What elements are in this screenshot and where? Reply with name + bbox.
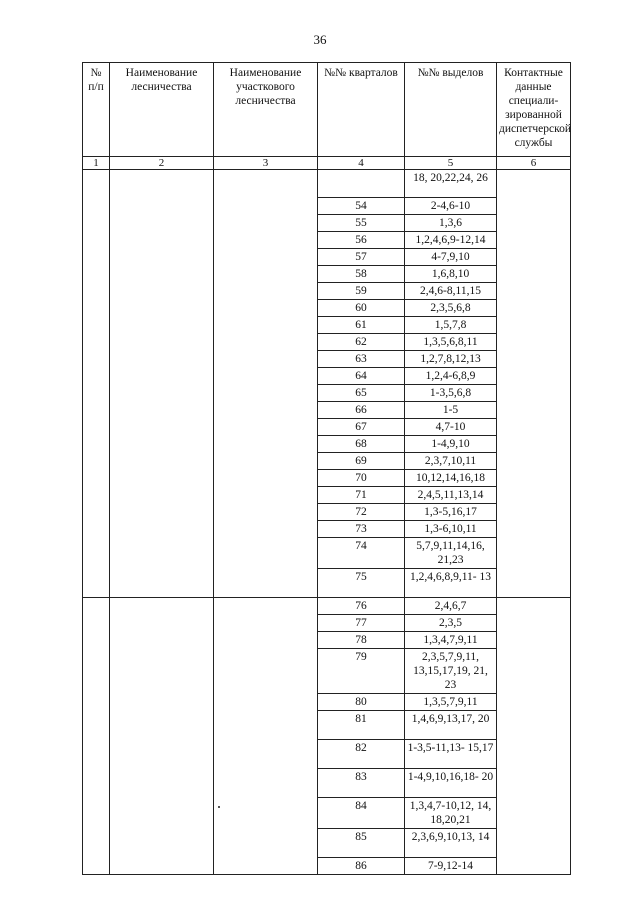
allotments-cell: 1,3,6 <box>405 215 497 232</box>
quarter-number-cell <box>318 170 405 198</box>
allotments-cell: 1-3,5,6,8 <box>405 385 497 402</box>
quarter-number-cell: 60 <box>318 300 405 317</box>
column-number: 5 <box>405 157 497 170</box>
allotments-cell: 1,3,5,7,9,11 <box>405 694 497 711</box>
blank-forestry-cell <box>110 598 214 875</box>
allotments-cell: 2,3,7,10,11 <box>405 453 497 470</box>
quarter-number-cell: 85 <box>318 829 405 858</box>
quarter-number-cell: 84 <box>318 798 405 829</box>
blank-number-cell <box>83 598 110 875</box>
quarter-number-cell: 75 <box>318 569 405 598</box>
allotments-cell: 2,3,5 <box>405 615 497 632</box>
quarter-number-cell: 65 <box>318 385 405 402</box>
allotments-cell: 1,3-5,16,17 <box>405 504 497 521</box>
quarter-number-cell: 54 <box>318 198 405 215</box>
blank-contact-cell <box>497 598 571 875</box>
quarter-number-cell: 64 <box>318 368 405 385</box>
quarter-number-cell: 86 <box>318 858 405 875</box>
table-body <box>83 170 571 875</box>
column-number: 1 <box>83 157 110 170</box>
allotments-cell: 1,3,4,7,9,11 <box>405 632 497 649</box>
allotments-cell: 2,4,6-8,11,15 <box>405 283 497 300</box>
header-quarters: №№ кварталов <box>318 63 405 157</box>
column-number-row <box>83 157 571 170</box>
quarter-number-cell: 66 <box>318 402 405 419</box>
column-number: 3 <box>214 157 318 170</box>
blank-district-cell <box>214 170 318 598</box>
blank-district-cell <box>214 598 318 875</box>
allotments-cell: 1,5,7,8 <box>405 317 497 334</box>
quarter-number-cell: 55 <box>318 215 405 232</box>
header-number: № п/п <box>83 63 110 157</box>
quarter-number-cell: 80 <box>318 694 405 711</box>
table-row <box>83 598 571 615</box>
quarter-number-cell: 83 <box>318 769 405 798</box>
allotments-cell: 1-4,9,10,16,18- 20 <box>405 769 497 798</box>
allotments-cell: 1,3,4,7-10,12, 14, 18,20,21 <box>405 798 497 829</box>
quarter-number-cell: 61 <box>318 317 405 334</box>
allotments-cell: 10,12,14,16,18 <box>405 470 497 487</box>
column-number: 2 <box>110 157 214 170</box>
allotments-cell: 1,2,4,6,8,9,11- 13 <box>405 569 497 598</box>
quarter-number-cell: 70 <box>318 470 405 487</box>
quarter-number-cell: 81 <box>318 711 405 740</box>
blank-forestry-cell <box>110 170 214 598</box>
column-number: 6 <box>497 157 571 170</box>
allotments-cell: 1,2,4,6,9-12,14 <box>405 232 497 249</box>
quarter-number-cell: 79 <box>318 649 405 694</box>
allotments-cell: 1,4,6,9,13,17, 20 <box>405 711 497 740</box>
stray-mark <box>218 806 220 808</box>
quarter-number-cell: 78 <box>318 632 405 649</box>
allotments-cell: 1-3,5-11,13- 15,17 <box>405 740 497 769</box>
allotments-cell: 2,4,6,7 <box>405 598 497 615</box>
quarter-number-cell: 67 <box>318 419 405 436</box>
allotments-cell: 1-4,9,10 <box>405 436 497 453</box>
quarter-number-cell: 77 <box>318 615 405 632</box>
quarter-number-cell: 73 <box>318 521 405 538</box>
quarter-number-cell: 63 <box>318 351 405 368</box>
quarter-number-cell: 59 <box>318 283 405 300</box>
page-number: 36 <box>313 32 327 47</box>
quarter-number-cell: 74 <box>318 538 405 569</box>
header-contact-data: Контактные данные специали-зированной диспетчерской службы <box>497 63 571 157</box>
allotments-cell: 18, 20,22,24, 26 <box>405 170 497 198</box>
allotments-cell: 1,3-6,10,11 <box>405 521 497 538</box>
allotments-cell: 5,7,9,11,14,16, 21,23 <box>405 538 497 569</box>
column-number: 4 <box>318 157 405 170</box>
quarter-number-cell: 71 <box>318 487 405 504</box>
allotments-cell: 2-4,6-10 <box>405 198 497 215</box>
quarter-number-cell: 72 <box>318 504 405 521</box>
allotments-cell: 1,3,5,6,8,11 <box>405 334 497 351</box>
header-forestry-name: Наименование лесничества <box>110 63 214 157</box>
forestry-table <box>82 62 571 875</box>
quarter-number-cell: 62 <box>318 334 405 351</box>
header-district-forestry-name: Наименование участкового лесничества <box>214 63 318 157</box>
table-row <box>83 170 571 198</box>
allotments-cell: 2,3,6,9,10,13, 14 <box>405 829 497 858</box>
quarter-number-cell: 57 <box>318 249 405 266</box>
allotments-cell: 1,2,4-6,8,9 <box>405 368 497 385</box>
allotments-cell: 1,6,8,10 <box>405 266 497 283</box>
allotments-cell: 7-9,12-14 <box>405 858 497 875</box>
blank-number-cell <box>83 170 110 598</box>
quarter-number-cell: 82 <box>318 740 405 769</box>
header-allotments: №№ выделов <box>405 63 497 157</box>
allotments-cell: 4,7-10 <box>405 419 497 436</box>
quarter-number-cell: 76 <box>318 598 405 615</box>
allotments-cell: 2,3,5,7,9,11, 13,15,17,19, 21, 23 <box>405 649 497 694</box>
blank-contact-cell <box>497 170 571 598</box>
quarter-number-cell: 68 <box>318 436 405 453</box>
quarter-number-cell: 69 <box>318 453 405 470</box>
quarter-number-cell: 58 <box>318 266 405 283</box>
header-row <box>83 63 571 157</box>
allotments-cell: 2,3,5,6,8 <box>405 300 497 317</box>
allotments-cell: 4-7,9,10 <box>405 249 497 266</box>
allotments-cell: 1-5 <box>405 402 497 419</box>
quarter-number-cell: 56 <box>318 232 405 249</box>
allotments-cell: 1,2,7,8,12,13 <box>405 351 497 368</box>
allotments-cell: 2,4,5,11,13,14 <box>405 487 497 504</box>
